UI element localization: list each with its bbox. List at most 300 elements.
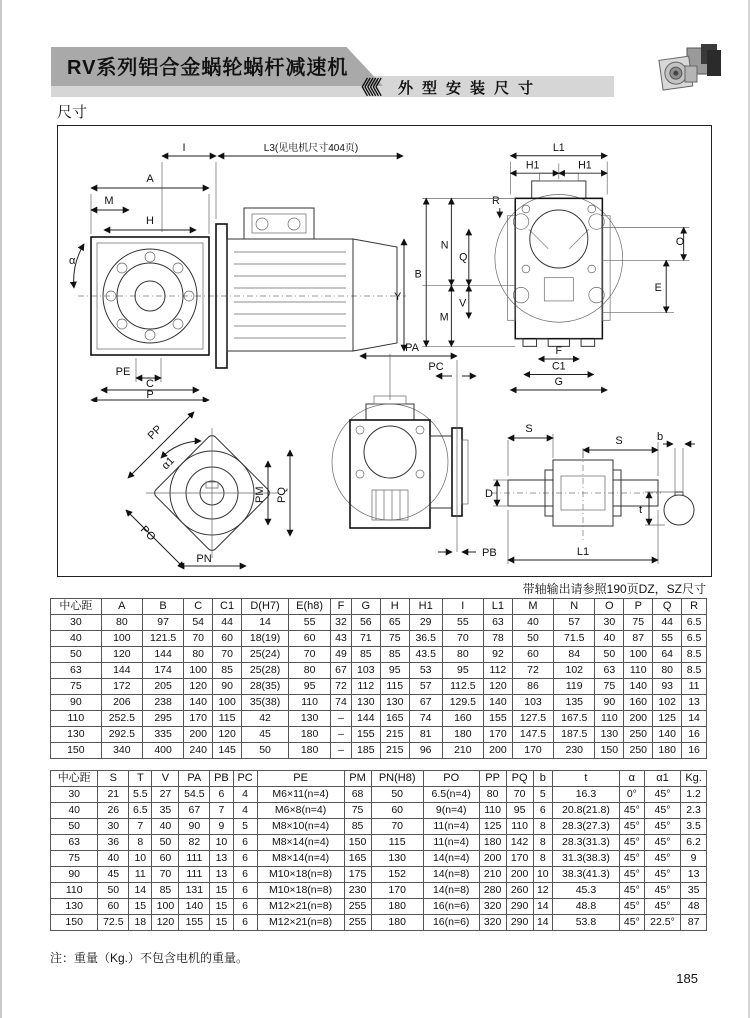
- table-cell: 29: [409, 615, 442, 631]
- table-cell: 200: [184, 727, 213, 743]
- table-cell: 110: [506, 819, 533, 835]
- table-cell: 67: [179, 803, 210, 819]
- table-cell: 170: [184, 711, 213, 727]
- column-header: PA: [179, 771, 210, 787]
- table-cell: 206: [101, 695, 142, 711]
- svg-text:PO: PO: [137, 523, 158, 544]
- svg-text:G: G: [554, 376, 563, 389]
- page-subtitle: 外型安装尺寸: [398, 80, 543, 97]
- table-cell: 295: [142, 711, 183, 727]
- column-header: C: [184, 599, 213, 615]
- table-cell: 80: [479, 787, 506, 803]
- table-cell: 145: [213, 743, 242, 759]
- column-header: PO: [423, 771, 479, 787]
- table-cell: 60: [512, 647, 553, 663]
- table-cell: 6: [233, 851, 257, 867]
- table-cell: M6×11(n=4): [257, 787, 344, 803]
- svg-text:α: α: [69, 255, 76, 267]
- table-cell: 210: [442, 743, 483, 759]
- table-cell: 8: [129, 835, 152, 851]
- table-cell: 85: [213, 663, 242, 679]
- table-row: [51, 615, 707, 631]
- table-cell: 45°: [619, 883, 644, 899]
- column-header: I: [442, 599, 483, 615]
- table-row: [51, 727, 707, 743]
- table-row: [51, 647, 707, 663]
- column-header: N: [554, 599, 595, 615]
- table-cell: 30: [98, 819, 129, 835]
- table-cell: 100: [152, 899, 179, 915]
- table-cell: 6: [233, 835, 257, 851]
- table-cell: 9: [681, 851, 707, 867]
- svg-text:C1: C1: [552, 360, 566, 373]
- table-cell: 100: [624, 647, 653, 663]
- table-cell: 32: [331, 615, 352, 631]
- table-cell: 60: [152, 851, 179, 867]
- column-header: F: [331, 599, 352, 615]
- table-cell: 6: [210, 787, 233, 803]
- table-cell: 55: [442, 615, 483, 631]
- table-cell: 180: [371, 899, 423, 915]
- table-cell: 8.5: [682, 663, 707, 679]
- table-cell: 43: [331, 631, 352, 647]
- table-cell: 90: [51, 867, 98, 883]
- column-header: E(h8): [289, 599, 331, 615]
- table-cell: 230: [554, 743, 595, 759]
- table-cell: 135: [554, 695, 595, 711]
- table-row: [51, 851, 707, 867]
- product-photo: [657, 36, 725, 96]
- table-cell: 130: [51, 727, 102, 743]
- table-cell: 238: [142, 695, 183, 711]
- table-row: [51, 819, 707, 835]
- table-cell: 70: [371, 819, 423, 835]
- table-cell: M8×14(n=4): [257, 851, 344, 867]
- table-cell: 102: [653, 695, 682, 711]
- svg-text:PQ: PQ: [276, 487, 288, 503]
- table-cell: 67: [331, 663, 352, 679]
- table-cell: 180: [289, 727, 331, 743]
- column-header: S: [98, 771, 129, 787]
- table-row: [51, 867, 707, 883]
- table-cell: 170: [512, 743, 553, 759]
- table-cell: 130: [289, 711, 331, 727]
- table-cell: 120: [213, 727, 242, 743]
- table-cell: 70: [289, 647, 331, 663]
- table-cell: 28(35): [242, 679, 289, 695]
- table-cell: 7: [210, 803, 233, 819]
- table-cell: 90: [213, 679, 242, 695]
- table-cell: 63: [483, 615, 512, 631]
- table-cell: 320: [479, 899, 506, 915]
- table-cell: 48.8: [552, 899, 619, 915]
- svg-text:H1: H1: [578, 159, 592, 172]
- table-cell: 96: [409, 743, 442, 759]
- column-header: P: [624, 599, 653, 615]
- table-cell: M12×21(n=8): [257, 899, 344, 915]
- flange-view-drawing: [106, 408, 318, 576]
- table-cell: 60: [98, 899, 129, 915]
- svg-text:V: V: [459, 297, 467, 310]
- table-cell: 250: [624, 743, 653, 759]
- table-cell: 14: [682, 711, 707, 727]
- svg-text:S: S: [615, 435, 623, 447]
- table-cell: 1.2: [681, 787, 707, 803]
- svg-text:I: I: [182, 142, 186, 154]
- table-cell: 72.5: [98, 915, 129, 931]
- chevron-icon: 《《《: [352, 78, 379, 99]
- table-cell: 13: [681, 867, 707, 883]
- table-cell: 140: [624, 679, 653, 695]
- table-cell: 40: [51, 803, 98, 819]
- svg-text:L1: L1: [552, 141, 565, 154]
- table-cell: 144: [101, 663, 142, 679]
- table-cell: 56: [351, 615, 380, 631]
- table-cell: 45°: [644, 803, 680, 819]
- table-cell: 50: [152, 835, 179, 851]
- table-cell: 25(28): [242, 663, 289, 679]
- table-cell: 110: [624, 663, 653, 679]
- column-header: PM: [344, 771, 371, 787]
- svg-text:M: M: [104, 195, 114, 207]
- table-cell: –: [331, 727, 352, 743]
- column-header: PC: [233, 771, 257, 787]
- table-cell: 9: [210, 819, 233, 835]
- table-cell: 180: [442, 727, 483, 743]
- svg-text:PN: PN: [196, 553, 212, 565]
- table-cell: 70: [506, 787, 533, 803]
- table-cell: 70: [184, 631, 213, 647]
- table-cell: 26: [98, 803, 129, 819]
- table-header-row: [51, 771, 707, 787]
- table-cell: 49: [331, 647, 352, 663]
- table-cell: 152: [371, 867, 423, 883]
- column-header: 中心距: [51, 771, 98, 787]
- column-header: O: [595, 599, 624, 615]
- table-cell: 8: [533, 835, 552, 851]
- column-header: H: [380, 599, 409, 615]
- svg-text:P: P: [146, 389, 154, 401]
- svg-text:Y: Y: [394, 291, 402, 303]
- table-cell: 185: [351, 743, 380, 759]
- table-cell: 16: [682, 727, 707, 743]
- table-cell: 14: [533, 915, 552, 931]
- table-cell: 36: [98, 835, 129, 851]
- table-cell: 95: [506, 803, 533, 819]
- table-cell: 67: [409, 695, 442, 711]
- table-header-row: [51, 599, 707, 615]
- table-cell: 8: [533, 819, 552, 835]
- table-cell: 110: [289, 695, 331, 711]
- table-cell: 75: [51, 679, 102, 695]
- table-cell: 5: [233, 819, 257, 835]
- table-cell: 40: [51, 631, 102, 647]
- svg-text:F: F: [555, 345, 563, 358]
- table-cell: 63: [595, 663, 624, 679]
- dimension-table-main: [50, 598, 707, 759]
- table-cell: 63: [51, 835, 98, 851]
- table-cell: 14(n=8): [423, 867, 479, 883]
- column-header: PQ: [506, 771, 533, 787]
- table-cell: 215: [380, 743, 409, 759]
- table-cell: 57: [409, 679, 442, 695]
- table-cell: 90: [51, 695, 102, 711]
- svg-text:E: E: [654, 282, 662, 295]
- table-cell: 11: [682, 679, 707, 695]
- weight-footnote: 注：重量（Kg.）不包含电机的重量。: [50, 951, 249, 965]
- table-cell: 180: [479, 835, 506, 851]
- table-cell: M10×18(n=8): [257, 867, 344, 883]
- table-cell: 45°: [619, 899, 644, 915]
- table-cell: 10: [533, 867, 552, 883]
- table-cell: 172: [101, 679, 142, 695]
- column-header: L1: [483, 599, 512, 615]
- table-cell: 115: [380, 679, 409, 695]
- table-cell: 54: [184, 615, 213, 631]
- table-cell: 4: [233, 787, 257, 803]
- svg-text:PA: PA: [405, 342, 419, 354]
- column-header: R: [682, 599, 707, 615]
- column-header: Q: [653, 599, 682, 615]
- table-cell: 45°: [619, 915, 644, 931]
- drawings-panel: [57, 125, 712, 577]
- dimension-table-output: [50, 770, 707, 931]
- table-cell: 74: [409, 711, 442, 727]
- svg-text:H1: H1: [525, 159, 540, 172]
- table-cell: 36.5: [409, 631, 442, 647]
- table-cell: 87: [681, 915, 707, 931]
- table-cell: 7: [129, 819, 152, 835]
- table-row: [51, 899, 707, 915]
- table-cell: 45°: [644, 787, 680, 803]
- table-cell: 8: [533, 851, 552, 867]
- table-cell: 125: [479, 819, 506, 835]
- table-row: [51, 711, 707, 727]
- table-cell: 72: [331, 679, 352, 695]
- column-header: PB: [210, 771, 233, 787]
- table-cell: 35: [152, 803, 179, 819]
- table-cell: 6: [533, 803, 552, 819]
- table-cell: 50: [51, 819, 98, 835]
- table-cell: 72: [512, 663, 553, 679]
- table-cell: 27: [152, 787, 179, 803]
- table-cell: 20.8(21.8): [552, 803, 619, 819]
- table-cell: 55: [653, 631, 682, 647]
- table-cell: 144: [142, 647, 183, 663]
- table-cell: 155: [483, 711, 512, 727]
- table-cell: 95: [289, 679, 331, 695]
- svg-text:PM: PM: [254, 486, 266, 503]
- table-cell: 90: [179, 819, 210, 835]
- table-cell: 60: [213, 631, 242, 647]
- table-cell: 150: [51, 743, 102, 759]
- table-cell: 14(n=4): [423, 851, 479, 867]
- table-cell: 35(38): [242, 695, 289, 711]
- table-cell: 70: [152, 867, 179, 883]
- table-cell: 50: [371, 787, 423, 803]
- table-cell: 6.5: [682, 631, 707, 647]
- table-cell: 50: [242, 743, 289, 759]
- table-cell: 102: [554, 663, 595, 679]
- table-cell: 30: [51, 787, 98, 803]
- table-cell: 147.5: [512, 727, 553, 743]
- table-cell: 110: [51, 711, 102, 727]
- table-cell: 144: [351, 711, 380, 727]
- table-cell: 12: [533, 883, 552, 899]
- table-cell: 155: [179, 915, 210, 931]
- table-cell: 180: [371, 915, 423, 931]
- table-cell: 64: [653, 647, 682, 663]
- table-cell: 240: [184, 743, 213, 759]
- table-cell: 215: [380, 727, 409, 743]
- table-cell: 43.5: [409, 647, 442, 663]
- table-cell: 6.5: [129, 803, 152, 819]
- table-row: [51, 679, 707, 695]
- page-number: 185: [676, 971, 698, 986]
- table-cell: 74: [331, 695, 352, 711]
- table-cell: 13: [210, 851, 233, 867]
- table-cell: 80: [184, 647, 213, 663]
- table-cell: 45.3: [552, 883, 619, 899]
- table-cell: 160: [624, 695, 653, 711]
- table-cell: 5.5: [129, 787, 152, 803]
- table-row: [51, 787, 707, 803]
- table-cell: 28.3(27.3): [552, 819, 619, 835]
- svg-text:M: M: [439, 311, 449, 324]
- column-header: G: [351, 599, 380, 615]
- table-cell: 112: [483, 663, 512, 679]
- table-cell: 11: [129, 867, 152, 883]
- table-cell: 42: [242, 711, 289, 727]
- table-cell: 18(19): [242, 631, 289, 647]
- table-cell: –: [331, 743, 352, 759]
- table-cell: 111: [179, 867, 210, 883]
- table-cell: 140: [184, 695, 213, 711]
- table-cell: 75: [380, 631, 409, 647]
- table-cell: 5: [533, 787, 552, 803]
- table-cell: 44: [653, 615, 682, 631]
- column-header: PP: [479, 771, 506, 787]
- table-cell: 400: [142, 743, 183, 759]
- svg-text:S: S: [525, 423, 533, 435]
- table-cell: 150: [51, 915, 98, 931]
- svg-text:PP: PP: [145, 423, 165, 443]
- table-cell: 200: [506, 867, 533, 883]
- table-cell: 90: [595, 695, 624, 711]
- table-cell: 115: [371, 835, 423, 851]
- table-cell: 119: [554, 679, 595, 695]
- table-cell: 85: [152, 883, 179, 899]
- table-cell: 6: [233, 883, 257, 899]
- table-cell: 75: [344, 803, 371, 819]
- table-cell: 155: [351, 727, 380, 743]
- table-cell: 167.5: [554, 711, 595, 727]
- table-cell: 121.5: [142, 631, 183, 647]
- table-cell: 85: [351, 647, 380, 663]
- column-header: B: [142, 599, 183, 615]
- table-cell: 110: [51, 883, 98, 899]
- table-cell: 200: [479, 851, 506, 867]
- table-cell: 30: [595, 615, 624, 631]
- table-cell: 50: [98, 883, 129, 899]
- table-cell: 9(n=4): [423, 803, 479, 819]
- column-header: t: [552, 771, 619, 787]
- table-cell: 50: [512, 631, 553, 647]
- table-cell: 57: [554, 615, 595, 631]
- svg-text:B: B: [414, 268, 422, 281]
- column-header: α1: [644, 771, 680, 787]
- svg-text:O: O: [675, 235, 685, 248]
- column-header: A: [101, 599, 142, 615]
- table-cell: 30: [51, 615, 102, 631]
- column-header: b: [533, 771, 552, 787]
- table-cell: 28.3(31.3): [552, 835, 619, 851]
- table-cell: 60: [289, 631, 331, 647]
- table-cell: 10: [210, 835, 233, 851]
- table-cell: 160: [442, 711, 483, 727]
- shaft-view-drawing: [483, 418, 705, 576]
- table-cell: 40: [512, 615, 553, 631]
- table-cell: 170: [371, 883, 423, 899]
- table-cell: 115: [213, 711, 242, 727]
- table-cell: 103: [512, 695, 553, 711]
- table-cell: 340: [101, 743, 142, 759]
- svg-text:H: H: [146, 215, 154, 227]
- table-cell: 100: [213, 695, 242, 711]
- table-cell: 260: [506, 883, 533, 899]
- table-cell: 15: [210, 883, 233, 899]
- table-cell: 70: [442, 631, 483, 647]
- table-cell: 127.5: [512, 711, 553, 727]
- table-cell: 255: [344, 899, 371, 915]
- svg-text:α1: α1: [159, 454, 177, 473]
- table-cell: M8×14(n=4): [257, 835, 344, 851]
- column-header: Kg.: [681, 771, 707, 787]
- table-cell: 130: [380, 695, 409, 711]
- svg-text:L3(见电机尺寸404页): L3(见电机尺寸404页): [263, 143, 359, 154]
- table-cell: 280: [479, 883, 506, 899]
- table-cell: 250: [624, 727, 653, 743]
- table-cell: 129.5: [442, 695, 483, 711]
- table-cell: 170: [506, 851, 533, 867]
- table-cell: 14(n=8): [423, 883, 479, 899]
- table-cell: 53.8: [552, 915, 619, 931]
- table-cell: 68: [344, 787, 371, 803]
- table-cell: 92: [483, 647, 512, 663]
- table-cell: 200: [483, 743, 512, 759]
- table-cell: 120: [101, 647, 142, 663]
- table-cell: 16(n=6): [423, 915, 479, 931]
- table-cell: 15: [210, 899, 233, 915]
- table-cell: 50: [595, 647, 624, 663]
- table-cell: M8×10(n=4): [257, 819, 344, 835]
- table-cell: 45°: [619, 867, 644, 883]
- table-cell: 55: [289, 615, 331, 631]
- svg-text:C: C: [146, 378, 154, 390]
- table-cell: 97: [142, 615, 183, 631]
- table-cell: 48: [681, 899, 707, 915]
- table-cell: M6×8(n=4): [257, 803, 344, 819]
- table-cell: 80: [653, 663, 682, 679]
- table-cell: 11(n=4): [423, 835, 479, 851]
- table-cell: 111: [179, 851, 210, 867]
- table-cell: 131: [179, 883, 210, 899]
- table-cell: 335: [142, 727, 183, 743]
- column-header: 中心距: [51, 599, 102, 615]
- table-cell: 95: [380, 663, 409, 679]
- column-header: C1: [213, 599, 242, 615]
- table-cell: 170: [483, 727, 512, 743]
